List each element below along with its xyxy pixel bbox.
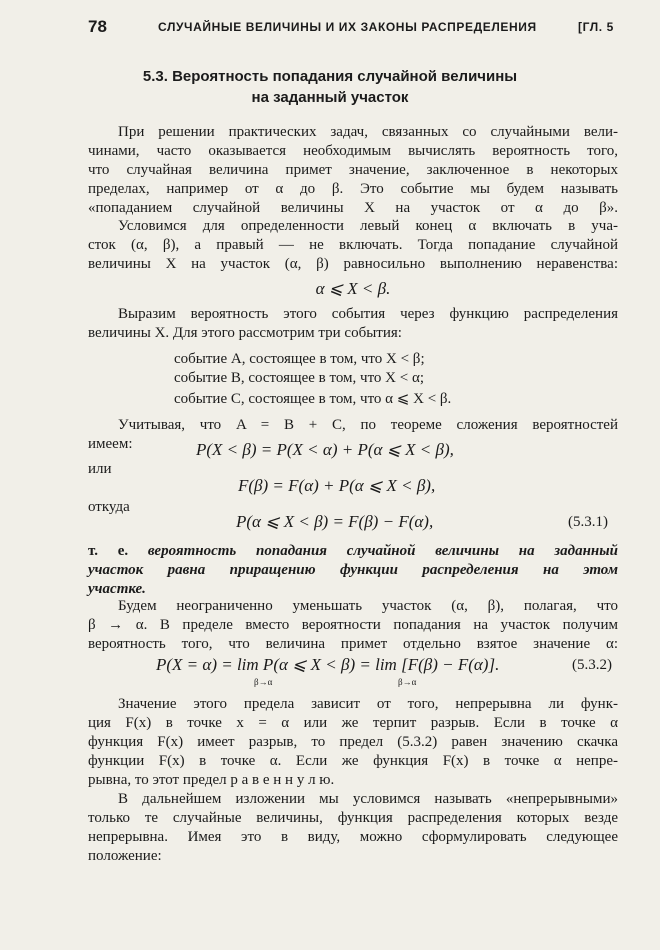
equation-sum: P(X < β) = P(X < α) + P(α ⩽ X < β), [196, 440, 454, 459]
p3-line-2: величины X. Для этого рассмотрим три события: [88, 325, 402, 341]
event-a: событие A, состоящее в том, что X < β; [174, 351, 425, 367]
running-title: СЛУЧАЙНЫЕ ВЕЛИЧИНЫ И ИХ ЗАКОНЫ РАСПРЕДЕЛЕНИЯ [158, 20, 537, 34]
p5-line-2: β → α. В пределе вместо вероятности попадания на участок получим [88, 617, 618, 633]
p7-line-3: непрерывна. Имея это в виду, можно сформулировать следующее [88, 829, 618, 845]
conclusion-text-1: вероятность попадания случайной величины на заданный [147, 543, 618, 559]
word-or: или [88, 461, 112, 477]
p2-line-1: Условимся для определенности левый конец α включать в уча- [118, 218, 618, 234]
p1-line-4: пределах, например от α до β. Это событие мы будем называть [88, 181, 618, 197]
p2-line-3: величины X на участок (α, β) равносильно выполнению неравенства: [88, 256, 618, 272]
chapter-ref: [ГЛ. 5 [578, 20, 614, 34]
p7-line-2: только те случайные величины, функция распределения которых везде [88, 810, 618, 826]
inequality: α ⩽ X < β. [315, 279, 391, 298]
p1-line-2: чинами, часто оказывается необходимым вычислять вероятность того, [88, 143, 618, 159]
equation-5-3-2: P(X = α) = lim P(α ⩽ X < β) = lim [F(β) − F(α)]. [156, 655, 500, 674]
event-b: событие B, состоящее в том, что X < α; [174, 370, 425, 386]
p7-line-1: В дальнейшем изложении мы условимся называть «непрерывными» [118, 791, 618, 807]
section-title-line-1: 5.3. Вероятность попадания случайной величины [142, 68, 518, 85]
p2-line-2: сток (α, β), а правый — не включать. Тогда попадание случайной [88, 237, 618, 253]
equation-number-5-3-2: (5.3.2) [572, 657, 612, 673]
p7-line-4: положение: [88, 848, 162, 864]
page-number: 78 [88, 17, 107, 36]
limit-subscript-1: β→α [254, 677, 273, 687]
p6-line-1: Значение этого предела зависит от того, непрерывна ли функ- [118, 696, 618, 712]
p5-line-3: вероятность того, что величина примет отдельно взятое значение α: [88, 636, 618, 652]
equation-5-3-1: P(α ⩽ X < β) = F(β) − F(α), [236, 512, 434, 531]
equation-f: F(β) = F(α) + P(α ⩽ X < β), [238, 476, 436, 495]
p6-line-2: ция F(x) в точке x = α или же терпит разрыв. Если в точке α [88, 715, 618, 731]
p6-line-4: функции F(x) в точке α. Если же функция F(x) в точке α непре- [88, 753, 618, 769]
p1-line-5: «попаданием случайной величины X на участок от α до β». [88, 200, 618, 216]
event-c: событие C, состоящее в том, что α ⩽ X < β. [174, 391, 452, 407]
equation-number-5-3-1: (5.3.1) [568, 514, 608, 530]
conclusion-line-1 [88, 543, 618, 560]
p5-line-1: Будем неограниченно уменьшать участок (α, β), полагая, что [118, 598, 618, 614]
limit-subscript-2: β→α [398, 677, 417, 687]
conclusion-line-2: участок равна приращению функции распределения на этом [88, 562, 618, 578]
p1-line-3: что случайная величина примет значение, заключенное в некоторых [88, 162, 618, 178]
p4-line-1: Учитывая, что A = B + C, по теореме сложения вероятностей [118, 417, 618, 433]
word-whence: откуда [88, 499, 130, 515]
p1-line-1: При решении практических задач, связанных со случайными вели- [118, 124, 618, 140]
conclusion-line-3: участке. [88, 581, 146, 597]
p6-line-5: рывна, то этот предел р а в е н н у л ю. [88, 772, 335, 788]
section-title-line-2: на заданный участок [251, 89, 409, 106]
conclusion-prefix: т. е. [88, 543, 129, 559]
p4-line-2: имеем: [88, 436, 133, 452]
p3-line-1: Выразим вероятность этого события через функцию распределения [118, 306, 618, 322]
p6-line-3: функция F(x) имеет разрыв, то предел (5.3.2) равен значению скачка [88, 734, 618, 750]
